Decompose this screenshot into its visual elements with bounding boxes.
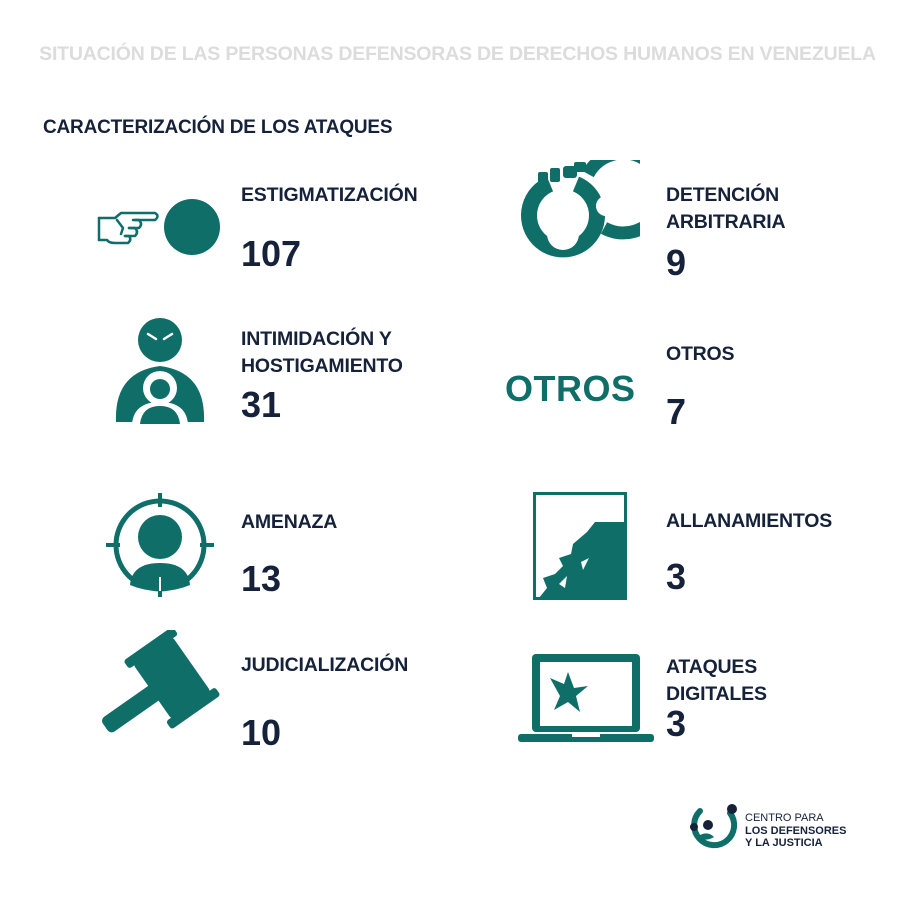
category-label-judicializacion: JUDICIALIZACIÓN [241,654,409,676]
logo-line-2: LOS DEFENSORES [745,824,847,837]
page-title: SITUACIÓN DE LAS PERSONAS DEFENSORAS DE DERECHOS HUMANOS EN VENEZUELA [39,43,876,65]
category-count-judicializacion: 10 [241,712,282,753]
otros-text-icon: OTROS [505,368,636,409]
category-count-detencion: 9 [666,242,687,283]
category-label-ataques-digitales: ATAQUES DIGITALES [666,656,767,705]
gavel-icon [100,630,220,734]
logo-line-3: Y LA JUSTICIA [745,837,823,849]
category-count-intimidacion: 31 [241,384,282,425]
category-count-amenaza: 13 [241,558,282,599]
category-label-detencion: DETENCIÓN ARBITRARIA [666,184,786,233]
organization-name [745,812,846,850]
category-count-otros: 7 [666,391,687,432]
category-label-allanamientos: ALLANAMIENTOS [666,510,833,532]
category-count-ataques-digitales: 3 [666,703,687,744]
category-label-otros: OTROS [666,343,735,365]
category-label-amenaza: AMENAZA [241,511,338,533]
category-count-allanamientos: 3 [666,556,687,597]
category-count-estigmatizacion: 107 [241,233,302,274]
broken-laptop-icon [516,652,656,748]
section-title: CARACTERIZACIÓN DE LOS ATAQUES [43,117,393,138]
organization-logo-icon [686,801,742,857]
logo-line-1: CENTRO PARA [745,812,824,824]
category-label-intimidacion: INTIMIDACIÓN Y HOSTIGAMIENTO [241,328,403,377]
target-person-icon [106,493,214,597]
intimidation-icon [112,318,208,426]
handcuffs-icon [518,160,640,270]
category-label-estigmatizacion: ESTIGMATIZACIÓN [241,184,418,206]
broken-door-icon [533,492,627,600]
pointing-hand-icon [95,196,225,260]
